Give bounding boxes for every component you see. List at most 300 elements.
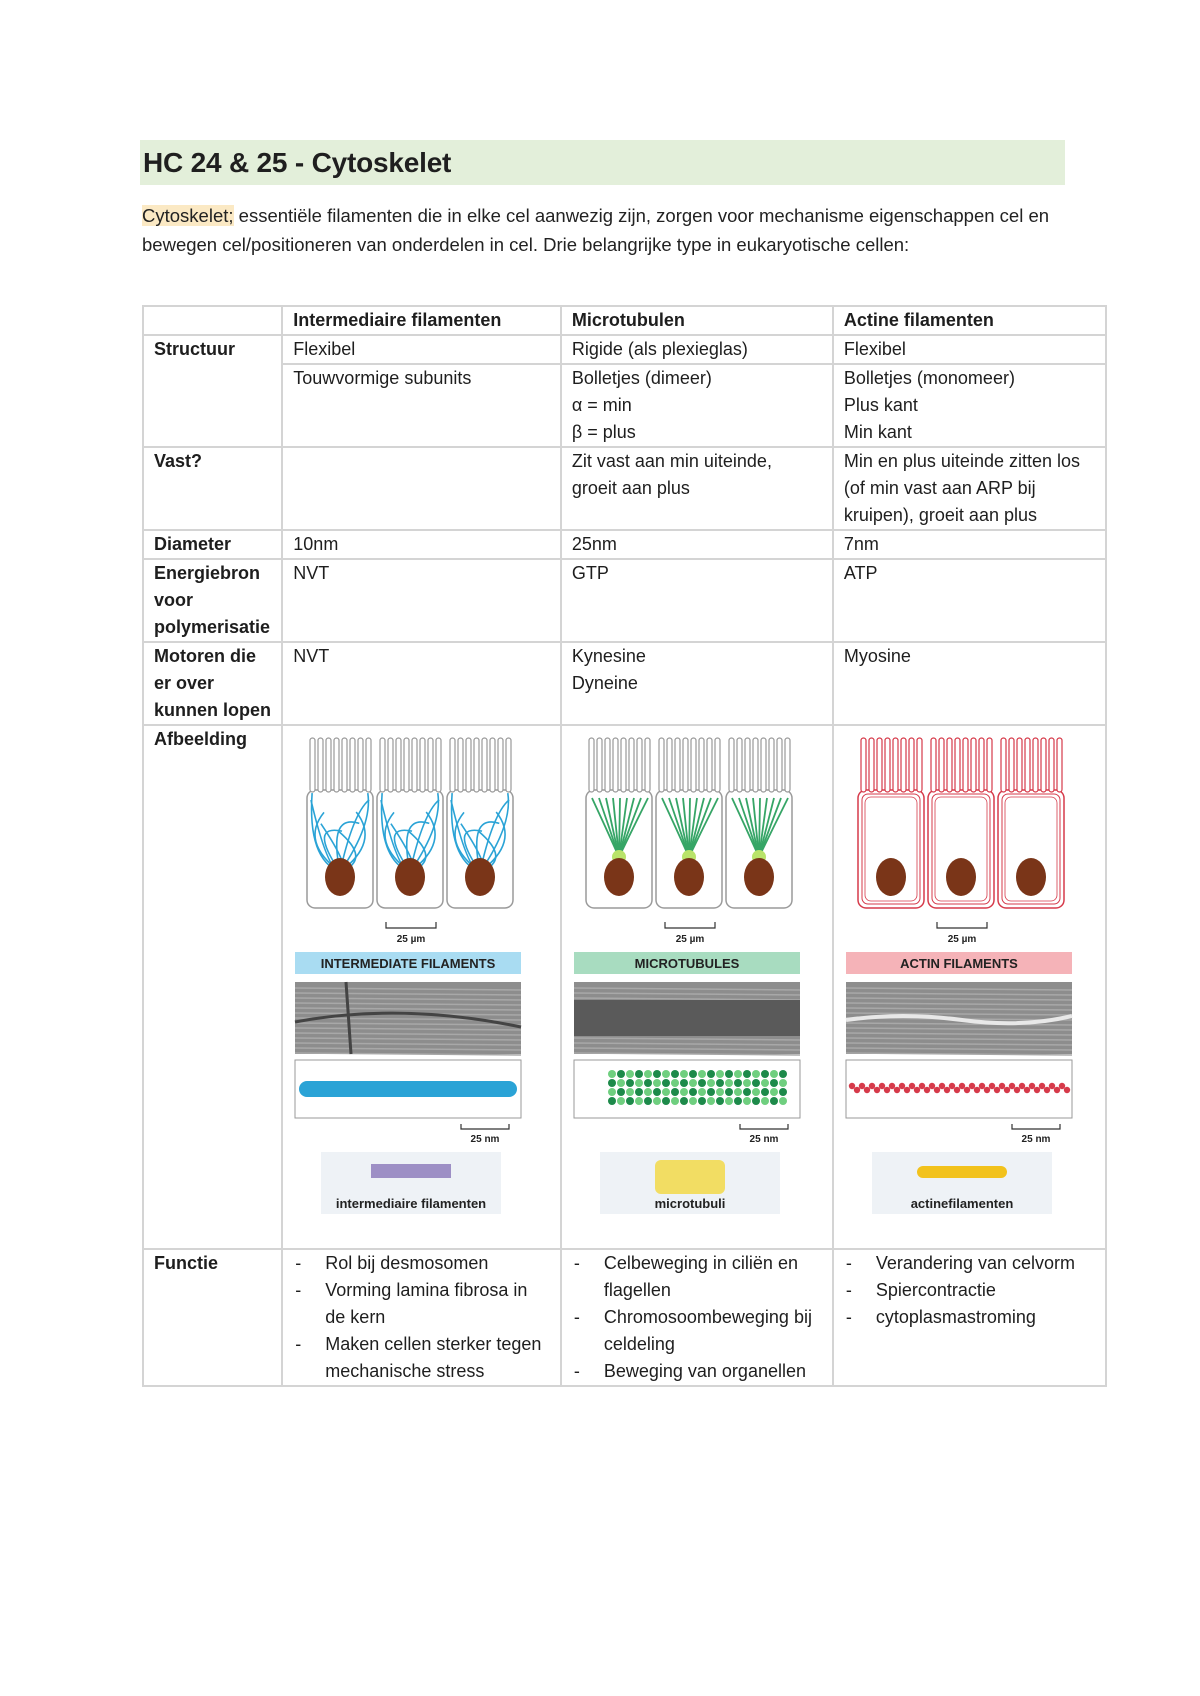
- microvillus: [675, 738, 680, 792]
- header-actin: Actine filamenten: [833, 306, 1106, 335]
- nucleus: [674, 858, 704, 896]
- cell-if-subunits: Touwvormige subunits: [282, 364, 561, 447]
- tubulin-dimer: [707, 1070, 715, 1078]
- mt-function-list: [572, 1250, 822, 1385]
- tubulin-dimer: [644, 1097, 652, 1105]
- if-function-list: [293, 1250, 550, 1385]
- tubulin-dimer: [743, 1070, 751, 1078]
- tubulin-dimer: [662, 1070, 670, 1078]
- cell-mt-energie: GTP: [561, 559, 833, 642]
- microvillus: [506, 738, 511, 792]
- microvillus: [979, 738, 984, 792]
- mt-subunit-line: Bolletjes (dimeer): [571, 368, 712, 388]
- microvillus: [707, 738, 712, 792]
- actin-monomer: [1039, 1083, 1045, 1089]
- scale-bar: [665, 922, 715, 928]
- actin-monomer: [984, 1087, 990, 1093]
- tubulin-dimer: [752, 1097, 760, 1105]
- scale-bar: [1012, 1124, 1060, 1129]
- tubulin-dimer: [626, 1088, 634, 1096]
- cell-mt-functie: [561, 1249, 833, 1386]
- actin-monomer: [879, 1083, 885, 1089]
- cell-mt-figure: [561, 725, 833, 1249]
- cell-af-energie: ATP: [833, 559, 1106, 642]
- table-row: [143, 335, 1106, 364]
- microvillus: [589, 738, 594, 792]
- list-item: - Chromosoombeweging bij celdeling: [572, 1304, 822, 1358]
- microvillus: [667, 738, 672, 792]
- af-plus-line: Plus kant: [843, 395, 918, 415]
- tubulin-dimer: [725, 1097, 733, 1105]
- cell-af-structuur: Flexibel: [833, 335, 1106, 364]
- microtubules-figure: [570, 732, 810, 1242]
- tubulin-dimer: [635, 1088, 643, 1096]
- microvillus: [420, 738, 425, 792]
- scale-label-um: 25 µm: [397, 934, 426, 945]
- microvillus: [1033, 738, 1038, 792]
- caption-model: [371, 1164, 451, 1178]
- tubulin-dimer: [644, 1079, 652, 1087]
- scale-label-nm: 25 nm: [470, 1134, 500, 1145]
- caption-model: [655, 1160, 725, 1194]
- microvillus: [637, 738, 642, 792]
- tubulin-dimer: [680, 1097, 688, 1105]
- actin-monomer: [1004, 1087, 1010, 1093]
- tubulin-dimer: [653, 1088, 661, 1096]
- microvillus: [436, 738, 441, 792]
- actin-monomer: [1034, 1087, 1040, 1093]
- actin-monomer: [894, 1087, 900, 1093]
- microvillus: [1017, 738, 1022, 792]
- cell-if-diameter: 10nm: [282, 530, 561, 559]
- microvillus: [310, 738, 315, 792]
- actin-monomer: [1024, 1087, 1030, 1093]
- tubulin-dimer: [734, 1088, 742, 1096]
- actin-monomer: [854, 1087, 860, 1093]
- actin-monomer: [949, 1083, 955, 1089]
- tubulin-dimer: [716, 1088, 724, 1096]
- actin-monomer: [939, 1083, 945, 1089]
- cell-mt-motoren: [561, 642, 833, 725]
- tubulin-dimer: [698, 1079, 706, 1087]
- scale-label-nm: 25 nm: [1021, 1134, 1051, 1145]
- tubulin-dimer: [662, 1097, 670, 1105]
- mt-alpha-line: α = min: [571, 395, 632, 415]
- tubulin-dimer: [689, 1097, 697, 1105]
- actin-monomer: [849, 1083, 855, 1089]
- microvillus: [412, 738, 417, 792]
- actin-monomer: [999, 1083, 1005, 1089]
- list-item: - Spiercontractie: [844, 1277, 1095, 1304]
- tubulin-dimer: [725, 1070, 733, 1078]
- row-label-afbeelding: Afbeelding: [143, 725, 282, 1249]
- af-function-list: [844, 1250, 1095, 1331]
- cell-mt-diameter: 25nm: [561, 530, 833, 559]
- microvillus: [691, 738, 696, 792]
- microvillus: [482, 738, 487, 792]
- scale-label-um: 25 µm: [947, 934, 977, 945]
- microvillus: [498, 738, 503, 792]
- microvillus: [699, 738, 704, 792]
- microvillus: [318, 738, 323, 792]
- cell-if-energie: NVT: [282, 559, 561, 642]
- row-label-vast: Vast?: [143, 447, 282, 530]
- scale-label-nm: 25 nm: [749, 1134, 779, 1145]
- microvillus: [659, 738, 664, 792]
- microvillus: [1001, 738, 1006, 792]
- tubulin-dimer: [734, 1070, 742, 1078]
- microvillus: [869, 738, 874, 792]
- tubulin-dimer: [779, 1070, 787, 1078]
- actin-monomer: [1029, 1083, 1035, 1089]
- tubulin-dimer: [617, 1079, 625, 1087]
- tubulin-dimer: [761, 1088, 769, 1096]
- cell-af-diameter: 7nm: [833, 530, 1106, 559]
- actin-monomer: [974, 1087, 980, 1093]
- actin-monomer: [1014, 1087, 1020, 1093]
- microvillus: [753, 738, 758, 792]
- microvillus: [629, 738, 634, 792]
- caption-model: [917, 1166, 1007, 1178]
- tubulin-dimer: [635, 1097, 643, 1105]
- microvillus: [350, 738, 355, 792]
- nucleus: [325, 858, 355, 896]
- actin-monomer: [1044, 1087, 1050, 1093]
- microvillus: [645, 738, 650, 792]
- nucleus: [395, 858, 425, 896]
- microvillus: [987, 738, 992, 792]
- tubulin-dimer: [608, 1088, 616, 1096]
- nucleus: [744, 858, 774, 896]
- actin-monomer: [929, 1083, 935, 1089]
- tubulin-dimer: [779, 1097, 787, 1105]
- tubulin-dimer: [779, 1088, 787, 1096]
- actin-monomer: [899, 1083, 905, 1089]
- microvillus: [1009, 738, 1014, 792]
- intermediate-filaments-figure: [291, 732, 531, 1242]
- cell-if-motoren: NVT: [282, 642, 561, 725]
- tubulin-dimer: [743, 1097, 751, 1105]
- nucleus: [876, 858, 906, 896]
- microvillus: [1049, 738, 1054, 792]
- microvillus: [450, 738, 455, 792]
- microvillus: [955, 738, 960, 792]
- tubulin-dimer: [770, 1097, 778, 1105]
- tubulin-dimer: [653, 1079, 661, 1087]
- actin-monomer: [954, 1087, 960, 1093]
- actin-monomer: [969, 1083, 975, 1089]
- table-row: [143, 447, 1106, 530]
- actin-monomer: [884, 1087, 890, 1093]
- cell-af-motoren: Myosine: [833, 642, 1106, 725]
- tubulin-dimer: [707, 1079, 715, 1087]
- microvillus: [621, 738, 626, 792]
- microvillus: [334, 738, 339, 792]
- microvillus: [737, 738, 742, 792]
- intro-term: Cytoskelet;: [142, 205, 234, 226]
- microvillus: [605, 738, 610, 792]
- row-label-motoren: Motoren die er over kunnen lopen: [143, 642, 282, 725]
- tubulin-dimer: [716, 1097, 724, 1105]
- table-row: [143, 364, 1106, 447]
- list-item: - Rol bij desmosomen: [293, 1250, 550, 1277]
- micrograph-filament: [574, 1000, 800, 1036]
- tubulin-dimer: [761, 1097, 769, 1105]
- tubulin-dimer: [689, 1088, 697, 1096]
- scale-bar: [740, 1124, 788, 1129]
- tubulin-dimer: [752, 1070, 760, 1078]
- scale-label-um: 25 µm: [675, 934, 705, 945]
- actin-monomer: [924, 1087, 930, 1093]
- microvillus: [326, 738, 331, 792]
- actin-monomer: [864, 1087, 870, 1093]
- microvillus: [1057, 738, 1062, 792]
- tubulin-dimer: [743, 1088, 751, 1096]
- cell-mt-vast: Zit vast aan min uiteinde, groeit aan plus: [561, 447, 833, 530]
- tubulin-dimer: [617, 1097, 625, 1105]
- page-title: HC 24 & 25 - Cytoskelet: [143, 147, 452, 178]
- tubulin-dimer: [635, 1079, 643, 1087]
- nucleus: [946, 858, 976, 896]
- microvillus: [901, 738, 906, 792]
- list-item: - Verandering van celvorm: [844, 1250, 1095, 1277]
- row-label-energie: Energiebron voor polymerisatie: [143, 559, 282, 642]
- tubulin-dimer: [680, 1070, 688, 1078]
- microvillus: [885, 738, 890, 792]
- microvillus: [466, 738, 471, 792]
- tubulin-dimer: [626, 1097, 634, 1105]
- tubulin-dimer: [725, 1088, 733, 1096]
- microvillus: [785, 738, 790, 792]
- caption-label: microtubuli: [654, 1196, 726, 1211]
- tubulin-dimer: [761, 1079, 769, 1087]
- tubulin-dimer: [707, 1088, 715, 1096]
- tubulin-dimer: [671, 1088, 679, 1096]
- tubulin-dimer: [653, 1070, 661, 1078]
- actin-monomer: [964, 1087, 970, 1093]
- actin-monomer: [1054, 1087, 1060, 1093]
- actin-monomer: [1009, 1083, 1015, 1089]
- microvillus: [971, 738, 976, 792]
- banner-label: INTERMEDIATE FILAMENTS: [321, 956, 496, 971]
- microvillus: [963, 738, 968, 792]
- row-label-functie: Functie: [143, 1249, 282, 1386]
- tubulin-dimer: [671, 1079, 679, 1087]
- row-label-diameter: Diameter: [143, 530, 282, 559]
- microvillus: [947, 738, 952, 792]
- tubulin-dimer: [698, 1088, 706, 1096]
- tubulin-dimer: [716, 1079, 724, 1087]
- header-intermediate: Intermediaire filamenten: [282, 306, 561, 335]
- actin-monomer: [959, 1083, 965, 1089]
- microvillus: [404, 738, 409, 792]
- microvillus: [597, 738, 602, 792]
- motor-kynesine: Kynesine: [571, 646, 646, 666]
- tubulin-dimer: [716, 1070, 724, 1078]
- microvillus: [358, 738, 363, 792]
- table-row: [143, 1249, 1106, 1386]
- cell-if-vast: [282, 447, 561, 530]
- row-label-structuur: Structuur: [143, 335, 282, 447]
- tubulin-dimer: [752, 1079, 760, 1087]
- tubulin-dimer: [770, 1088, 778, 1096]
- tubulin-dimer: [689, 1079, 697, 1087]
- microvillus: [490, 738, 495, 792]
- scale-bar: [386, 922, 436, 928]
- microvillus: [777, 738, 782, 792]
- microvillus: [877, 738, 882, 792]
- tubulin-dimer: [617, 1070, 625, 1078]
- actin-monomer: [934, 1087, 940, 1093]
- tubulin-dimer: [653, 1097, 661, 1105]
- actin-filaments-figure: [842, 732, 1082, 1242]
- tubulin-dimer: [761, 1070, 769, 1078]
- tubulin-dimer: [662, 1079, 670, 1087]
- tubulin-dimer: [671, 1070, 679, 1078]
- nucleus: [1016, 858, 1046, 896]
- tubulin-dimer: [725, 1079, 733, 1087]
- list-item: - Beweging van organellen: [572, 1358, 822, 1385]
- microvillus: [474, 738, 479, 792]
- microvillus: [428, 738, 433, 792]
- microvillus: [1041, 738, 1046, 792]
- table-row: [143, 725, 1106, 1249]
- tubulin-dimer: [743, 1079, 751, 1087]
- tubulin-dimer: [734, 1079, 742, 1087]
- list-item: - Celbeweging in ciliën en flagellen: [572, 1250, 822, 1304]
- table-row: [143, 559, 1106, 642]
- microvillus: [893, 738, 898, 792]
- actin-monomer: [859, 1083, 865, 1089]
- microvillus: [745, 738, 750, 792]
- list-item: - cytoplasmastroming: [844, 1304, 1095, 1331]
- cell-af-functie: [833, 1249, 1106, 1386]
- actin-monomer: [869, 1083, 875, 1089]
- tubulin-dimer: [770, 1070, 778, 1078]
- microvillus: [761, 738, 766, 792]
- tubulin-dimer: [680, 1079, 688, 1087]
- microvillus: [613, 738, 618, 792]
- tubulin-dimer: [770, 1079, 778, 1087]
- tubulin-dimer: [671, 1097, 679, 1105]
- tubulin-dimer: [662, 1088, 670, 1096]
- microvillus: [683, 738, 688, 792]
- cell-mt-structuur: Rigide (als plexieglas): [561, 335, 833, 364]
- actin-monomer: [994, 1087, 1000, 1093]
- nucleus: [465, 858, 495, 896]
- tubulin-dimer: [626, 1079, 634, 1087]
- microvillus: [342, 738, 347, 792]
- nucleus: [604, 858, 634, 896]
- actin-monomer: [979, 1083, 985, 1089]
- tubulin-dimer: [644, 1088, 652, 1096]
- list-item: - Vorming lamina fibrosa in de kern: [293, 1277, 550, 1331]
- actin-monomer: [919, 1083, 925, 1089]
- microvillus: [715, 738, 720, 792]
- microvillus: [458, 738, 463, 792]
- tubulin-dimer: [608, 1079, 616, 1087]
- cell-if-functie: [282, 1249, 561, 1386]
- scale-bar: [461, 1124, 509, 1129]
- actin-monomer: [904, 1087, 910, 1093]
- cell-af-subunits: [833, 364, 1106, 447]
- cell-if-figure: [282, 725, 561, 1249]
- table-row: [143, 530, 1106, 559]
- scale-bar: [937, 922, 987, 928]
- table-header-row: [143, 306, 1106, 335]
- tubulin-dimer: [698, 1070, 706, 1078]
- tubulin-dimer: [752, 1088, 760, 1096]
- caption-label: intermediaire filamenten: [336, 1196, 487, 1211]
- list-item: - Maken cellen sterker tegen mechanische stress: [293, 1331, 550, 1385]
- microvillus: [939, 738, 944, 792]
- intro-text: essentiële filamenten die in elke cel aanwezig zijn, zorgen voor mechanisme eigenschappen cel en bewegen cel/positioneren van onderdelen in cel. Drie belangrijke type in eukaryotische cellen:: [142, 205, 1050, 255]
- microvillus: [729, 738, 734, 792]
- table-row: [143, 642, 1106, 725]
- tubulin-dimer: [707, 1097, 715, 1105]
- microvillus: [931, 738, 936, 792]
- tubulin-dimer: [698, 1097, 706, 1105]
- tubulin-dimer: [644, 1070, 652, 1078]
- tubulin-dimer: [779, 1079, 787, 1087]
- intro-paragraph: [142, 201, 1072, 259]
- tubulin-dimer: [608, 1097, 616, 1105]
- actin-monomer: [1049, 1083, 1055, 1089]
- actin-monomer: [1064, 1087, 1070, 1093]
- microvillus: [861, 738, 866, 792]
- microvillus: [1025, 738, 1030, 792]
- header-microtubules: Microtubulen: [561, 306, 833, 335]
- cell-mt-subunits: [561, 364, 833, 447]
- tubulin-dimer: [617, 1088, 625, 1096]
- af-subunit-line: Bolletjes (monomeer): [843, 368, 1015, 388]
- microvillus: [909, 738, 914, 792]
- actin-monomer: [989, 1083, 995, 1089]
- tubulin-dimer: [608, 1070, 616, 1078]
- actin-monomer: [1059, 1083, 1065, 1089]
- actin-monomer: [1019, 1083, 1025, 1089]
- banner-label: MICROTUBULES: [634, 956, 740, 971]
- banner-label: ACTIN FILAMENTS: [900, 956, 1018, 971]
- actin-monomer: [914, 1087, 920, 1093]
- microvillus: [917, 738, 922, 792]
- microvillus: [380, 738, 385, 792]
- actin-monomer: [909, 1083, 915, 1089]
- mt-beta-line: β = plus: [571, 422, 636, 442]
- header-empty: [143, 306, 282, 335]
- cytoskeleton-table: [142, 305, 1107, 1387]
- microvillus: [769, 738, 774, 792]
- filament-model: [299, 1081, 517, 1097]
- caption-label: actinefilamenten: [910, 1196, 1014, 1211]
- microvillus: [396, 738, 401, 792]
- tubulin-dimer: [734, 1097, 742, 1105]
- cell-af-vast: Min en plus uiteinde zitten los (of min vast aan ARP bij kruipen), groeit aan plus: [833, 447, 1106, 530]
- microvillus: [388, 738, 393, 792]
- tubulin-dimer: [626, 1070, 634, 1078]
- actin-monomer: [889, 1083, 895, 1089]
- tubulin-dimer: [689, 1070, 697, 1078]
- af-min-line: Min kant: [843, 422, 912, 442]
- cell-af-figure: [833, 725, 1106, 1249]
- tubulin-dimer: [635, 1070, 643, 1078]
- microvillus: [366, 738, 371, 792]
- actin-monomer: [874, 1087, 880, 1093]
- tubulin-dimer: [680, 1088, 688, 1096]
- actin-monomer: [944, 1087, 950, 1093]
- motor-dyneine: Dyneine: [571, 673, 638, 693]
- cell-if-structuur: Flexibel: [282, 335, 561, 364]
